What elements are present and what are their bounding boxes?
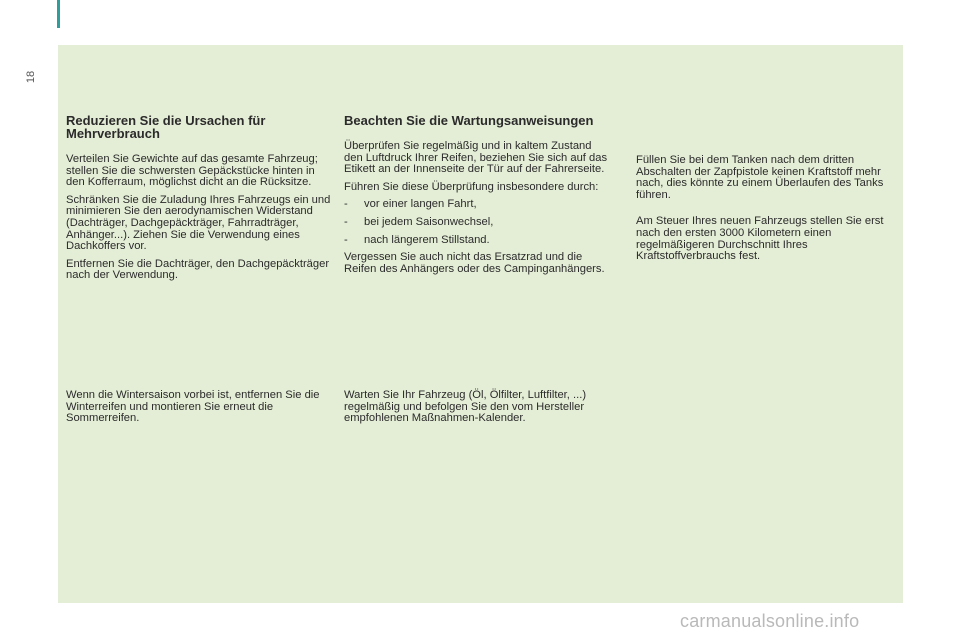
paragraph-tyre-pressure: Überprüfen Sie regelmäßig und in kaltem Zustand den Luftdruck Ihrer Reifen, beziehen Sie sich auf das Etikett an der Innenseite der Tür auf der Fahrerseite. — [344, 140, 608, 176]
column-fuel-reduction — [66, 114, 332, 288]
paragraph-load-limit: Schränken Sie die Zuladung Ihres Fahrzeugs ein und minimieren Sie den aerodynamischen Widerstand (Dachträger, Dachgepäckträger, Fahrradträger, Anhänger...). Ziehen Sie die Verwendung eines Dachkoffers vor. — [66, 193, 331, 253]
section-heading-maintenance: Beachten Sie die Wartungsanweisungen — [344, 113, 594, 128]
list-item — [344, 199, 612, 211]
column-refuelling — [636, 155, 898, 269]
watermark: carmanualsonline.info — [680, 611, 860, 631]
page-accent-bar — [57, 0, 60, 28]
list-item-text: vor einer langen Fahrt, — [364, 198, 477, 211]
check-occasions-list — [344, 199, 612, 246]
list-dash: - — [344, 198, 348, 211]
paragraph-remove-roof-rack: Entfernen Sie die Dachträger, den Dachgepäckträger nach der Verwendung. — [66, 257, 330, 282]
paragraph-spare-wheel: Vergessen Sie auch nicht das Ersatzrad und die Reifen des Anhängers oder des Campinganhängers. — [344, 251, 605, 275]
paragraph-break-in-consumption: Am Steuer Ihres neuen Fahrzeugs stellen Sie erst nach den ersten 3000 Kilometern einen regelmäßigeren Durchschnitt Ihres Kraftstoffverbrauchs fest. — [636, 215, 884, 263]
paragraph-weight-distribution: Verteilen Sie Gewichte auf das gesamte Fahrzeug; stellen Sie die schwersten Gepäckstücke hinten in den Kofferraum, möglichst dicht an die Rücksitze. — [66, 153, 318, 189]
paragraph-refuelling: Füllen Sie bei dem Tanken nach dem dritten Abschalten der Zapfpistole keinen Kraftstoff mehr nach, dies könnte zu einem Überlaufen des Tanks führen. — [636, 154, 884, 201]
list-item-text: nach längerem Stillstand. — [364, 233, 490, 246]
list-item — [344, 235, 612, 247]
page-number: 18 — [25, 70, 37, 84]
column-maintenance — [344, 114, 612, 281]
list-dash: - — [344, 215, 348, 228]
paragraph-winter-tyres-text: Wenn die Wintersaison vorbei ist, entfernen Sie die Winterreifen und montieren Sie erneut die Sommerreifen. — [66, 389, 320, 425]
list-item — [344, 217, 612, 229]
list-dash: - — [344, 233, 348, 246]
list-item-text: bei jedem Saisonwechsel, — [364, 215, 494, 228]
section-heading-fuel-reduction: Reduzieren Sie die Ursachen für Mehrverbrauch — [66, 113, 266, 141]
paragraph-check-when: Führen Sie diese Überprüfung insbesondere durch: — [344, 180, 599, 193]
paragraph-service-schedule — [344, 390, 612, 431]
paragraph-service-schedule-text: Warten Sie Ihr Fahrzeug (Öl, Ölfilter, Luftfilter, ...) regelmäßig und befolgen Sie den vom Hersteller empfohlenen Maßnahmen-Kalender. — [344, 389, 587, 425]
paragraph-winter-tyres — [66, 390, 332, 431]
